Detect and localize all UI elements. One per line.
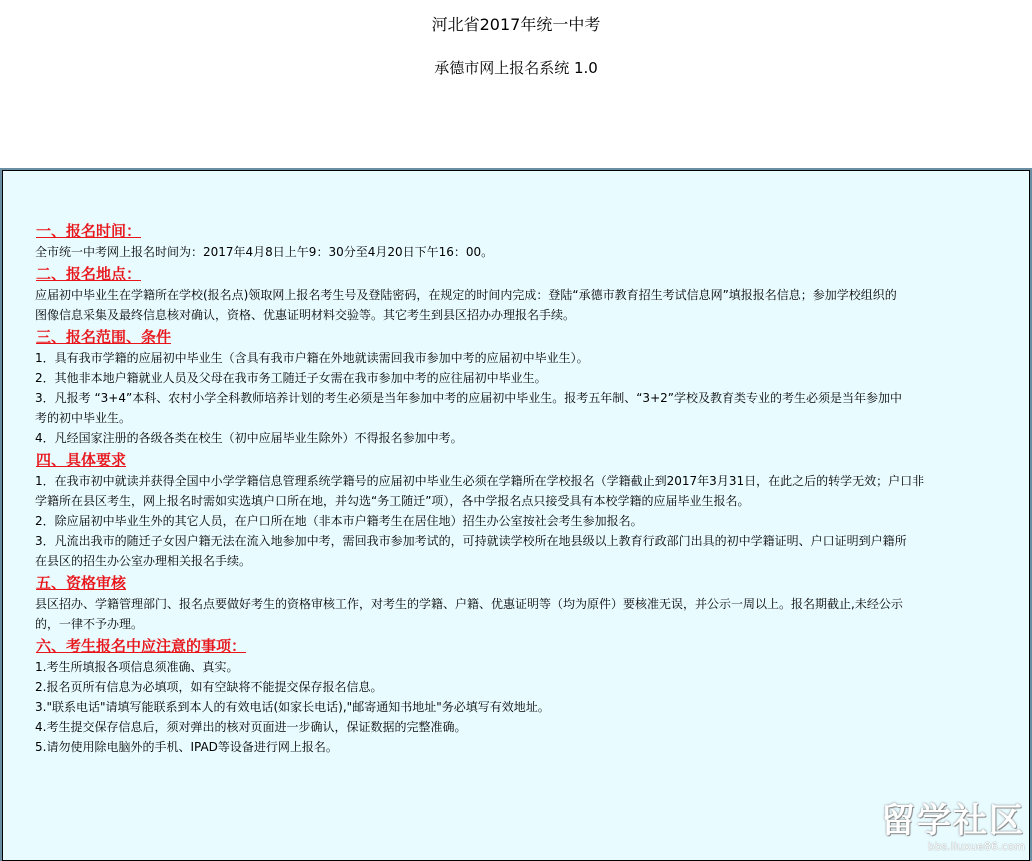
section-line: 2．除应届初中毕业生外的其它人员，在户口所在地（非本市户籍考生在居住地）招生办公室按社会考生参加报名。	[35, 514, 643, 528]
watermark	[865, 802, 1025, 856]
section-line: 学籍所在县区考生，网上报名时需如实选填户口所在地，并勾选“务工随迁”项），各中学报名点只接受具有本校学籍的应届毕业生报名。	[35, 494, 750, 508]
section-title: 五、资格审核	[36, 574, 127, 592]
section-line: 3．凡流出我市的随迁子女因户籍无法在流入地参加中考，需回我市参加考试的，可持就读学校所在地县级以上教育行政部门出具的初中学籍证明、户口证明到户籍所	[35, 534, 907, 548]
section-line: 2.报名页所有信息为必填项，如有空缺将不能提交保存报名信息。	[35, 680, 383, 694]
section-qualification-review	[33, 571, 995, 634]
page-title: 河北省2017年统一中考	[431, 15, 601, 34]
section-line: 2．其他非本地户籍就业人员及父母在我市务工随迁子女需在我市参加中考的应往届初中毕业生。	[35, 371, 547, 385]
section-line: 1．具有我市学籍的应届初中毕业生（含具有我市户籍在外地就读需回我市参加中考的应届初中毕业生）。	[35, 351, 589, 365]
section-title: 三、报名范围、条件	[36, 328, 172, 346]
page-subtitle: 承德市网上报名系统 1.0	[434, 59, 598, 77]
section-line: 1．在我市初中就读并获得全国中小学学籍信息管理系统学籍号的应届初中毕业生必须在学籍所在学校报名（学籍截止到2017年3月31日，在此之后的转学无效；户口非	[35, 474, 925, 488]
section-line: 4.考生提交保存信息后，须对弹出的核对页面进一步确认，保证数据的完整准确。	[35, 720, 467, 734]
section-title: 一、报名时间：	[36, 222, 142, 240]
notice-content	[33, 219, 995, 757]
section-registration-location	[33, 262, 995, 325]
section-registration-scope	[33, 325, 995, 448]
section-title: 四、具体要求	[36, 451, 127, 469]
page-header	[0, 0, 1032, 168]
section-line: 县区招办、学籍管理部门、报名点要做好考生的资格审核工作，对考生的学籍、户籍、优惠证明等（均为原件）要核准无误，并公示一周以上。报名期截止,未经公示	[35, 597, 903, 611]
section-line: 3."联系电话"请填写能联系到本人的有效电话(如家长电话),"邮寄通知书地址"务必填写有效地址。	[35, 700, 550, 714]
notice-panel	[0, 168, 1032, 861]
section-line: 考的初中毕业生。	[35, 411, 132, 425]
section-line: 1.考生所填报各项信息须准确、真实。	[35, 660, 239, 674]
section-line: 5.请勿使用除电脑外的手机、IPAD等设备进行网上报名。	[35, 740, 338, 754]
section-notes	[33, 634, 995, 757]
section-line: 全市统一中考网上报名时间为：2017年4月8日上午9：30分至4月20日下午16：00。	[35, 245, 494, 259]
section-title: 六、考生报名中应注意的事项：	[36, 637, 247, 655]
section-line: 3．凡报考 “3+4”本科、农村小学全科教师培养计划的考生必须是当年参加中考的应届初中毕业生。报考五年制、“3+2”学校及教育类专业的考生必须是当年参加中	[35, 391, 902, 405]
section-line: 应届初中毕业生在学籍所在学校(报名点)领取网上报名考生号及登陆密码，在规定的时间内完成：登陆“承德市教育招生考试信息网”填报报名信息；参加学校组织的	[35, 288, 897, 302]
section-line: 在县区的招生办公室办理相关报名手续。	[35, 554, 252, 568]
watermark-url: bbs.liuxue86.com	[927, 840, 1025, 853]
section-line: 的，一律不予办理。	[35, 617, 144, 631]
section-line: 4．凡经国家注册的各级各类在校生（初中应届毕业生除外）不得报名参加中考。	[35, 431, 463, 445]
section-line: 图像信息采集及最终信息核对确认，资格、优惠证明材料交验等。其它考生到县区招办办理报名手续。	[35, 308, 576, 322]
section-registration-time	[33, 219, 995, 262]
notice-panel-body	[2, 170, 1030, 861]
watermark-logo: 留学社区	[881, 801, 1025, 841]
section-specific-requirements	[33, 448, 995, 571]
section-title: 二、报名地点：	[36, 265, 142, 283]
